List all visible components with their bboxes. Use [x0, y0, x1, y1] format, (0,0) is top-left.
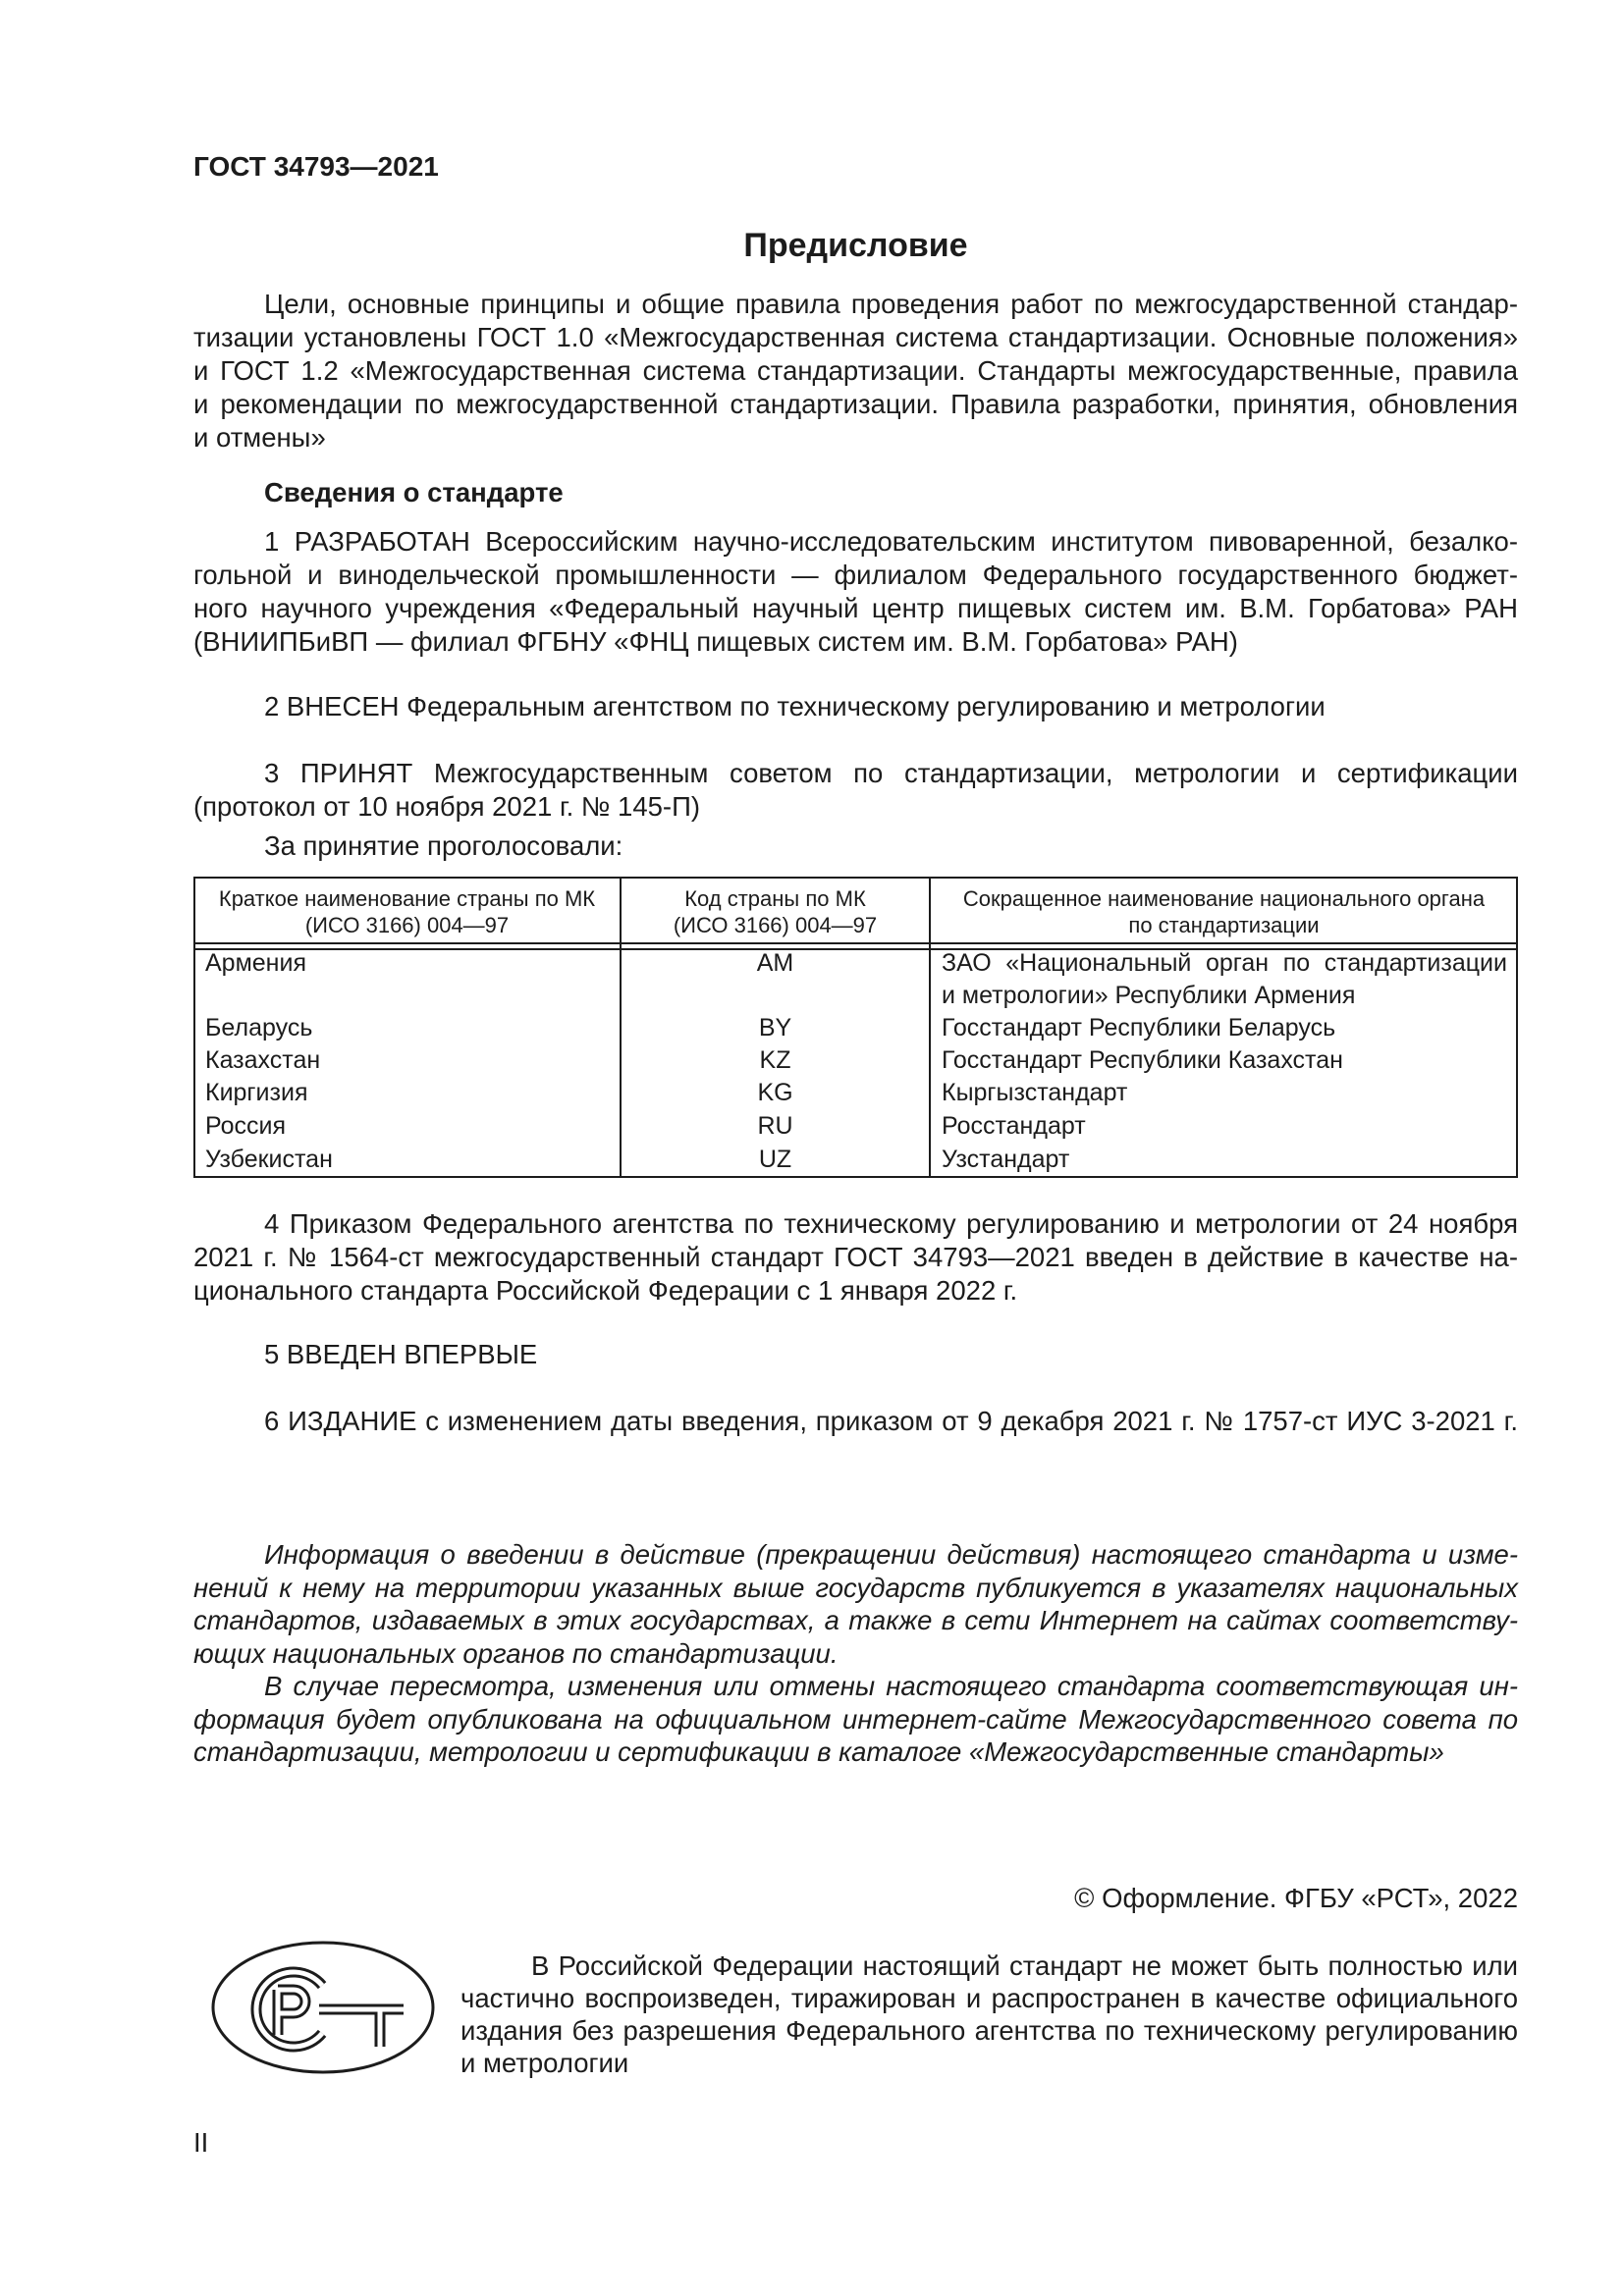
page-number: II [193, 2127, 209, 2158]
table-header-cell-line: Сокращенное наименование национального органа [962, 886, 1486, 911]
body-cell-line: Росстандарт [942, 1112, 1086, 1140]
italic-notice-line: Информация о введении в действие (прекращении действия) настоящего стандарта и изме- [264, 1539, 1518, 1570]
item-4-line: ционального стандарта Российской Федерации с 1 января 2022 г. [193, 1275, 1018, 1306]
italic-notice-line: нений к нему на территории указанных выше государств публикуется в указателях национальных [193, 1572, 1518, 1603]
page-title: Предисловие [743, 227, 968, 264]
italic-notice-line: стандартизации, метрологии и сертификации в каталоге «Межгосударственные стандарты» [193, 1736, 1444, 1767]
code-cell: RU [757, 1112, 793, 1140]
standard-info-heading: Сведения о стандарте [264, 477, 564, 507]
table-header-divider [193, 942, 1518, 944]
item-4-line: 4 Приказом Федерального агентства по техническому регулированию и метрологии от 24 ноября [264, 1208, 1518, 1239]
reproduction-notice-line: частично воспроизведен, тиражирован и распространен в качестве официального [460, 1983, 1518, 2013]
italic-notice-line: В случае пересмотра, изменения или отмены настоящего стандарта соответствующая ин- [264, 1671, 1518, 1701]
body-cell-line: Госстандарт Республики Казахстан [942, 1046, 1343, 1074]
body-cell-line: ЗАО «Национальный орган по стандартизации [942, 949, 1507, 977]
code-cell: BY [758, 1014, 792, 1041]
table-header-cell-line: (ИСО 3166) 004—97 [304, 913, 510, 937]
code-cell: KZ [759, 1046, 791, 1074]
italic-notice-line: ющих национальных органов по стандартизации. [193, 1637, 839, 1669]
item-2-line: 2 ВНЕСЕН Федеральным агентством по техническому регулированию и метрологии [264, 691, 1326, 721]
table-header-cell-line: (ИСО 3166) 004—97 [673, 913, 878, 937]
reproduction-notice-line: В Российской Федерации настоящий стандарт не может быть полностью или [531, 1950, 1518, 1981]
vote-intro: За принятие проголосовали: [264, 830, 623, 861]
item-3-line: (протокол от 10 ноября 2021 г. № 145-П) [193, 791, 701, 822]
table-header-cell-line: Краткое наименование страны по МК [218, 886, 596, 911]
intro-line: и рекомендации по межгосударственной стандартизации. Правила разработки, принятия, обновления [193, 389, 1518, 419]
copyright-line: © Оформление. ФГБУ «РСТ», 2022 [1074, 1883, 1518, 1913]
body-cell-line: Госстандарт Республики Беларусь [942, 1014, 1336, 1041]
country-cell: Армения [205, 949, 306, 977]
item-1-line: гольной и винодельческой промышленности — филиалом Федерального государственного бюджет- [193, 560, 1518, 590]
item-5-line: 5 ВВЕДЕН ВПЕРВЫЕ [264, 1339, 538, 1369]
intro-line: и отмены» [193, 422, 326, 453]
italic-notice-line: стандартов, издаваемых в этих государствах, а также в сети Интернет на сайтах соответству- [193, 1605, 1518, 1635]
italic-notice-line: формация будет опубликована на официальном интернет-сайте Межгосударственного совета по [193, 1703, 1518, 1735]
table-header-cell-line: по стандартизации [1128, 913, 1320, 937]
country-cell: Киргизия [205, 1079, 308, 1106]
code-cell: AM [756, 949, 794, 977]
table-header-cell-line: Код страны по МК [684, 886, 866, 911]
country-cell: Узбекистан [205, 1146, 333, 1173]
reproduction-notice-line: и метрологии [460, 2048, 629, 2078]
item-1-line: (ВНИИПБиВП — филиал ФГБНУ «ФНЦ пищевых систем им. В.М. Горбатова» РАН) [193, 626, 1238, 657]
code-cell: KG [757, 1079, 793, 1106]
rst-logo [209, 1939, 437, 2076]
country-cell: Россия [205, 1112, 286, 1140]
item-3-line: 3 ПРИНЯТ Межгосударственным советом по стандартизации, метрологии и сертификации [264, 758, 1518, 788]
intro-line: и ГОСТ 1.2 «Межгосударственная система стандартизации. Стандарты межгосударственные, правила [193, 355, 1518, 386]
intro-line: тизации установлены ГОСТ 1.0 «Межгосударственная система стандартизации. Основные положения» [193, 322, 1518, 352]
country-cell: Казахстан [205, 1046, 321, 1074]
body-cell-line: Кыргызстандарт [942, 1079, 1128, 1106]
doc-code-header: ГОСТ 34793—2021 [193, 151, 439, 182]
item-1-line: 1 РАЗРАБОТАН Всероссийским научно-исследовательским институтом пивоваренной, безалко- [264, 526, 1518, 557]
item-6-line: 6 ИЗДАНИЕ с изменением даты введения, приказом от 9 декабря 2021 г. № 1757-ст ИУС 3-2021 г. [264, 1406, 1518, 1436]
reproduction-notice-line: издания без разрешения Федерального агентства по техническому регулированию [460, 2015, 1518, 2046]
item-4-line: 2021 г. № 1564-ст межгосударственный стандарт ГОСТ 34793—2021 введен в действие в качестве на- [193, 1242, 1518, 1272]
intro-line: Цели, основные принципы и общие правила проведения работ по межгосударственной стандар- [264, 289, 1518, 319]
body-cell-line: Узстандарт [942, 1146, 1070, 1173]
body-cell-line: и метрологии» Республики Армения [942, 982, 1356, 1009]
country-cell: Беларусь [205, 1014, 313, 1041]
code-cell: UZ [758, 1146, 792, 1173]
item-1-line: ного научного учреждения «Федеральный научный центр пищевых систем им. В.М. Горбатова» РАН [193, 593, 1518, 623]
